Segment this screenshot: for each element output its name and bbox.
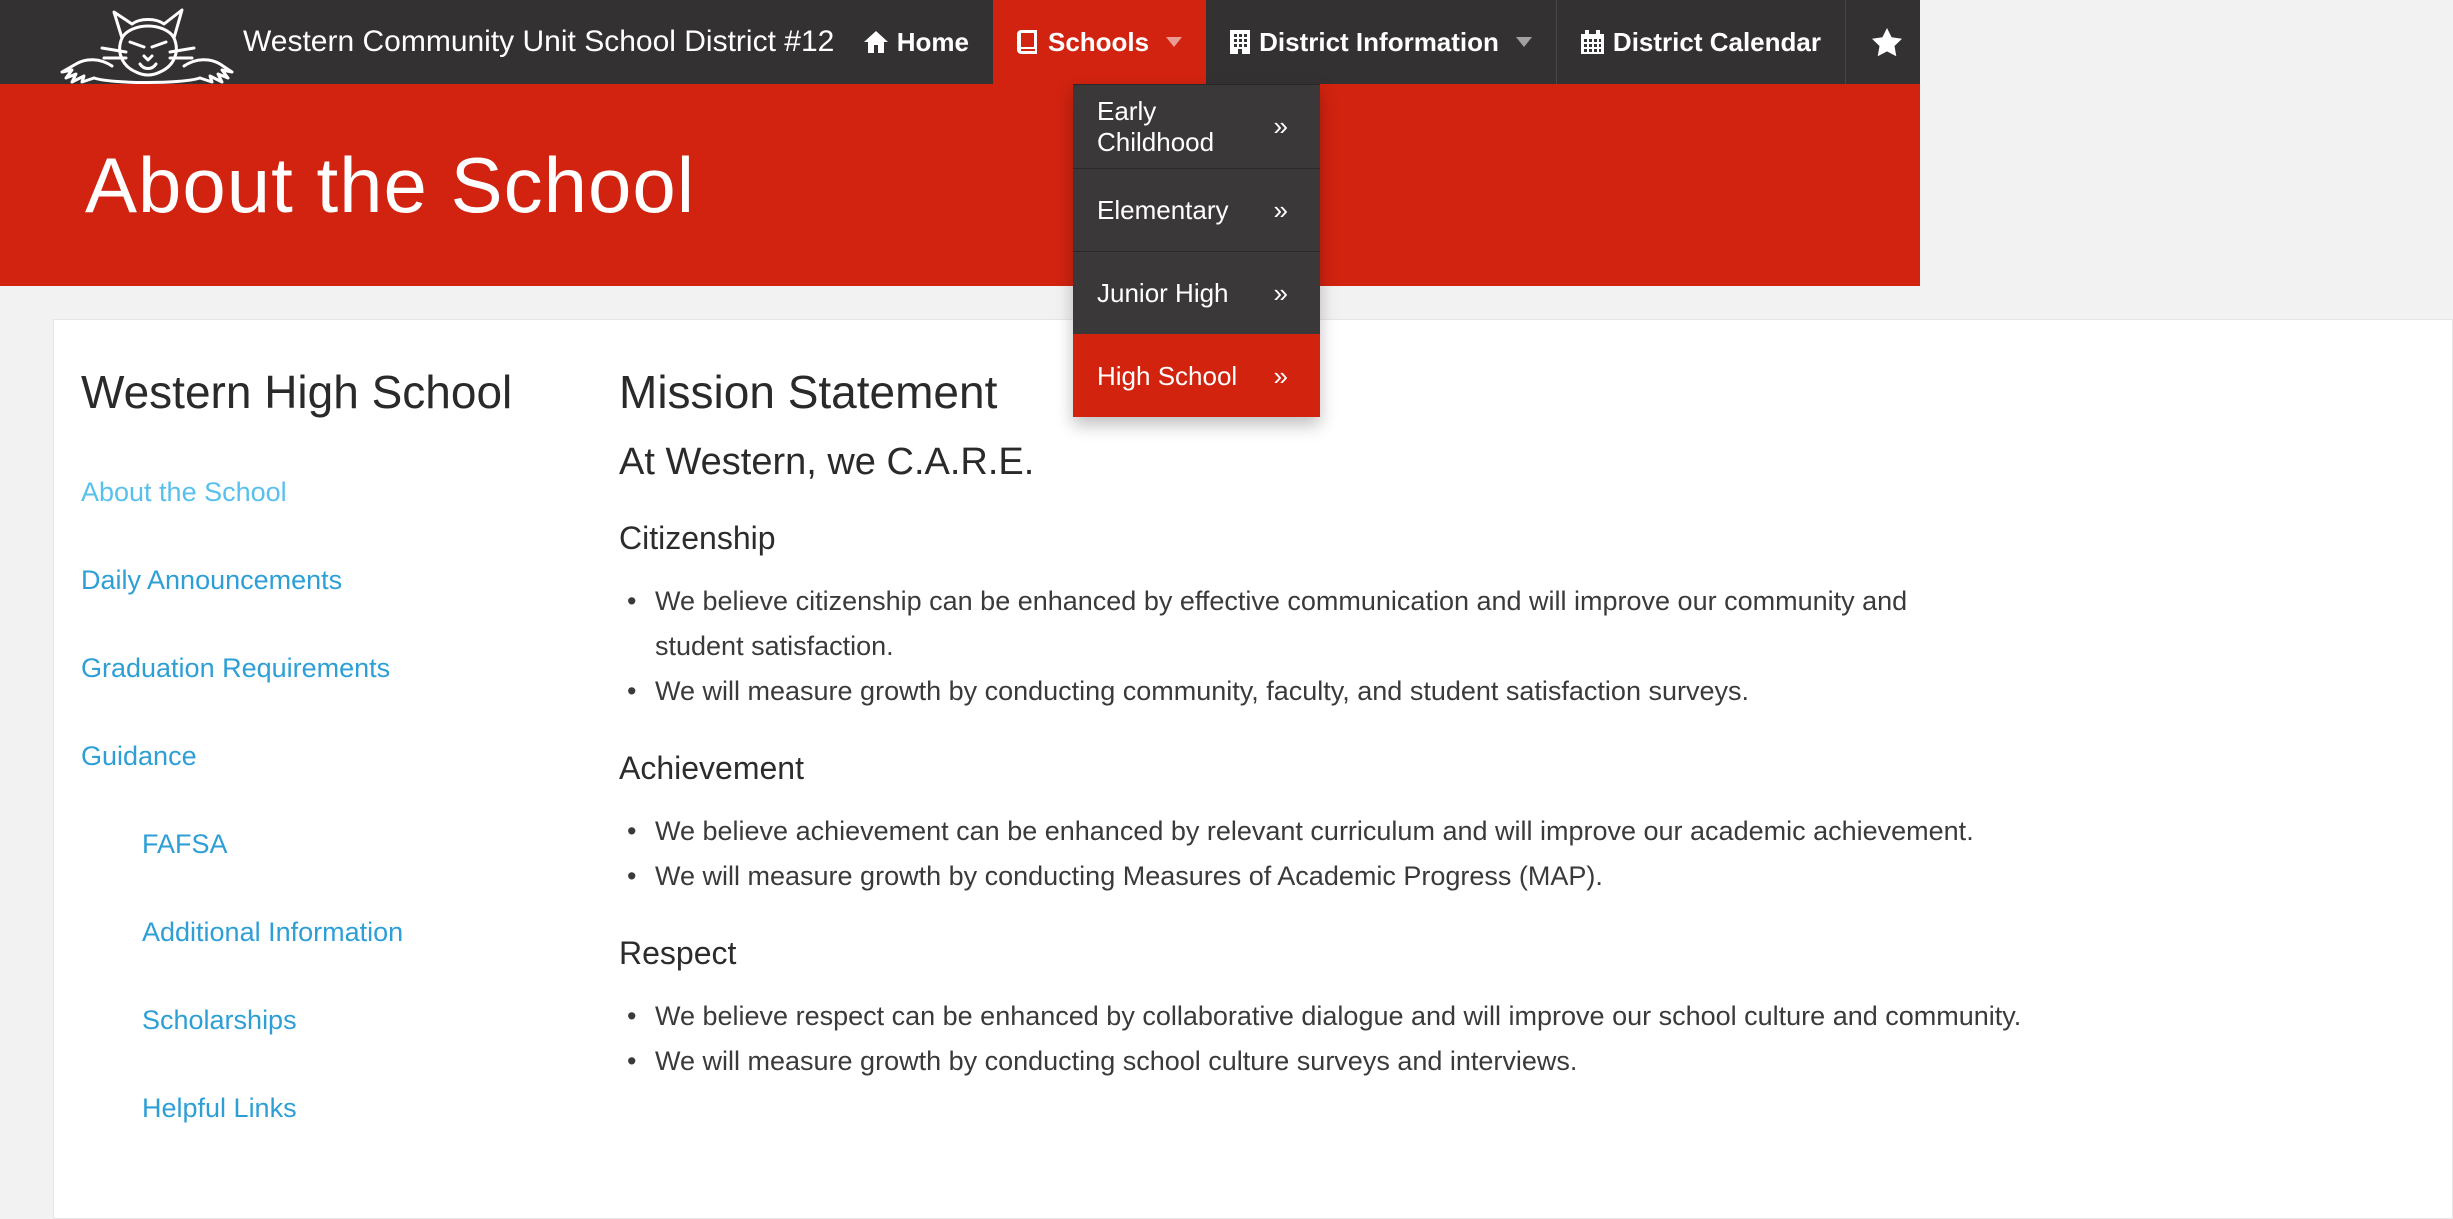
section-heading: Achievement (619, 749, 804, 786)
bullet (619, 809, 2452, 854)
dropdown-item-early-childhood[interactable] (1073, 85, 1320, 168)
sidebar-nav (81, 477, 619, 1124)
sidebar-item-about-the-school[interactable]: About the School (81, 476, 287, 507)
content-subtitle: At Western, we C.A.R.E. (619, 440, 1035, 483)
main-content (619, 366, 2452, 1218)
schools-dropdown-menu (1073, 84, 1320, 417)
main-card (53, 319, 2453, 1219)
district-title: Western Community Unit School District #12 (243, 25, 835, 58)
sidebar (81, 366, 619, 1218)
bullet-list (619, 809, 2452, 899)
dropdown-label: Elementary (1097, 194, 1229, 225)
chevron-down-icon (1166, 37, 1182, 47)
sidebar-item-additional-information[interactable]: Additional Information (142, 916, 404, 947)
calendar-icon (1581, 30, 1604, 54)
bullet-text: student satisfaction. (655, 630, 894, 661)
section-heading: Respect (619, 934, 737, 971)
nav-label-district-information: District Information (1259, 26, 1499, 57)
section-citizenship (619, 520, 2452, 714)
bullet-list (619, 994, 2452, 1084)
sidebar-item-scholarships[interactable]: Scholarships (142, 1004, 297, 1035)
bullet (619, 854, 2452, 899)
dropdown-item-high-school[interactable] (1073, 334, 1320, 417)
submenu-arrow-icon: » (1273, 111, 1288, 141)
submenu-arrow-icon: » (1273, 277, 1288, 308)
nav-item-home[interactable] (840, 0, 993, 84)
brand (0, 0, 834, 84)
dropdown-label: Early Childhood (1097, 95, 1215, 157)
hero-banner (0, 84, 1920, 286)
book-icon (1017, 30, 1039, 54)
bullet (619, 579, 2452, 669)
bullet-list (619, 579, 2452, 714)
dropdown-label: Junior High (1097, 277, 1229, 308)
nav-label-home: Home (896, 26, 969, 57)
bullet (619, 669, 2452, 714)
section-heading: Citizenship (619, 519, 776, 556)
bullet-text: • We believe respect can be enhanced by collaborative dialogue and will improve our school culture and community. (655, 1000, 2022, 1031)
page-title: About the School (85, 140, 696, 229)
home-icon (864, 31, 888, 53)
bullet-text: • We will measure growth by conducting Measures of Academic Progress (MAP). (655, 860, 1603, 891)
nav-label-schools: Schools (1047, 26, 1150, 57)
dropdown-item-elementary[interactable] (1073, 168, 1320, 251)
section-achievement (619, 750, 2452, 899)
dropdown-item-junior-high[interactable] (1073, 251, 1320, 334)
nav-item-schools[interactable] (993, 0, 1206, 84)
content-title: Mission Statement (619, 366, 998, 418)
nav-item-district-information[interactable] (1206, 0, 1556, 84)
section-respect (619, 935, 2452, 1084)
bullet-text: • We will measure growth by conducting community, faculty, and student satisfaction surveys. (655, 675, 1749, 706)
star-icon (1872, 28, 1902, 57)
submenu-arrow-icon: » (1273, 194, 1288, 225)
wildcat-logo (52, 0, 237, 84)
sidebar-item-guidance[interactable]: Guidance (81, 740, 197, 771)
sidebar-title: Western High School (81, 366, 513, 418)
sidebar-item-daily-announcements[interactable]: Daily Announcements (81, 564, 343, 595)
bullet (619, 1039, 2452, 1084)
bullet (619, 994, 2452, 1039)
sidebar-item-graduation-requirements[interactable]: Graduation Requirements (81, 652, 391, 683)
sidebar-item-helpful-links[interactable]: Helpful Links (142, 1092, 297, 1123)
nav-item-district-calendar[interactable] (1556, 0, 1845, 84)
bullet-text: • We will measure growth by conducting school culture surveys and interviews. (655, 1045, 1578, 1076)
bullet-text: • We believe citizenship can be enhanced by effective communication and will improve our community and (655, 585, 1908, 616)
nav-label-district-calendar: District Calendar (1612, 26, 1821, 57)
sidebar-item-fafsa[interactable]: FAFSA (142, 828, 228, 859)
submenu-arrow-icon: » (1273, 360, 1288, 391)
dropdown-label: High School (1097, 360, 1238, 391)
bullet-text: • We believe achievement can be enhanced by relevant curriculum and will improve our academic achievement. (655, 815, 1974, 846)
nav-item-star[interactable] (1845, 0, 1920, 84)
nav-items (840, 0, 1920, 84)
building-icon (1230, 30, 1250, 54)
chevron-down-icon (1516, 37, 1532, 47)
